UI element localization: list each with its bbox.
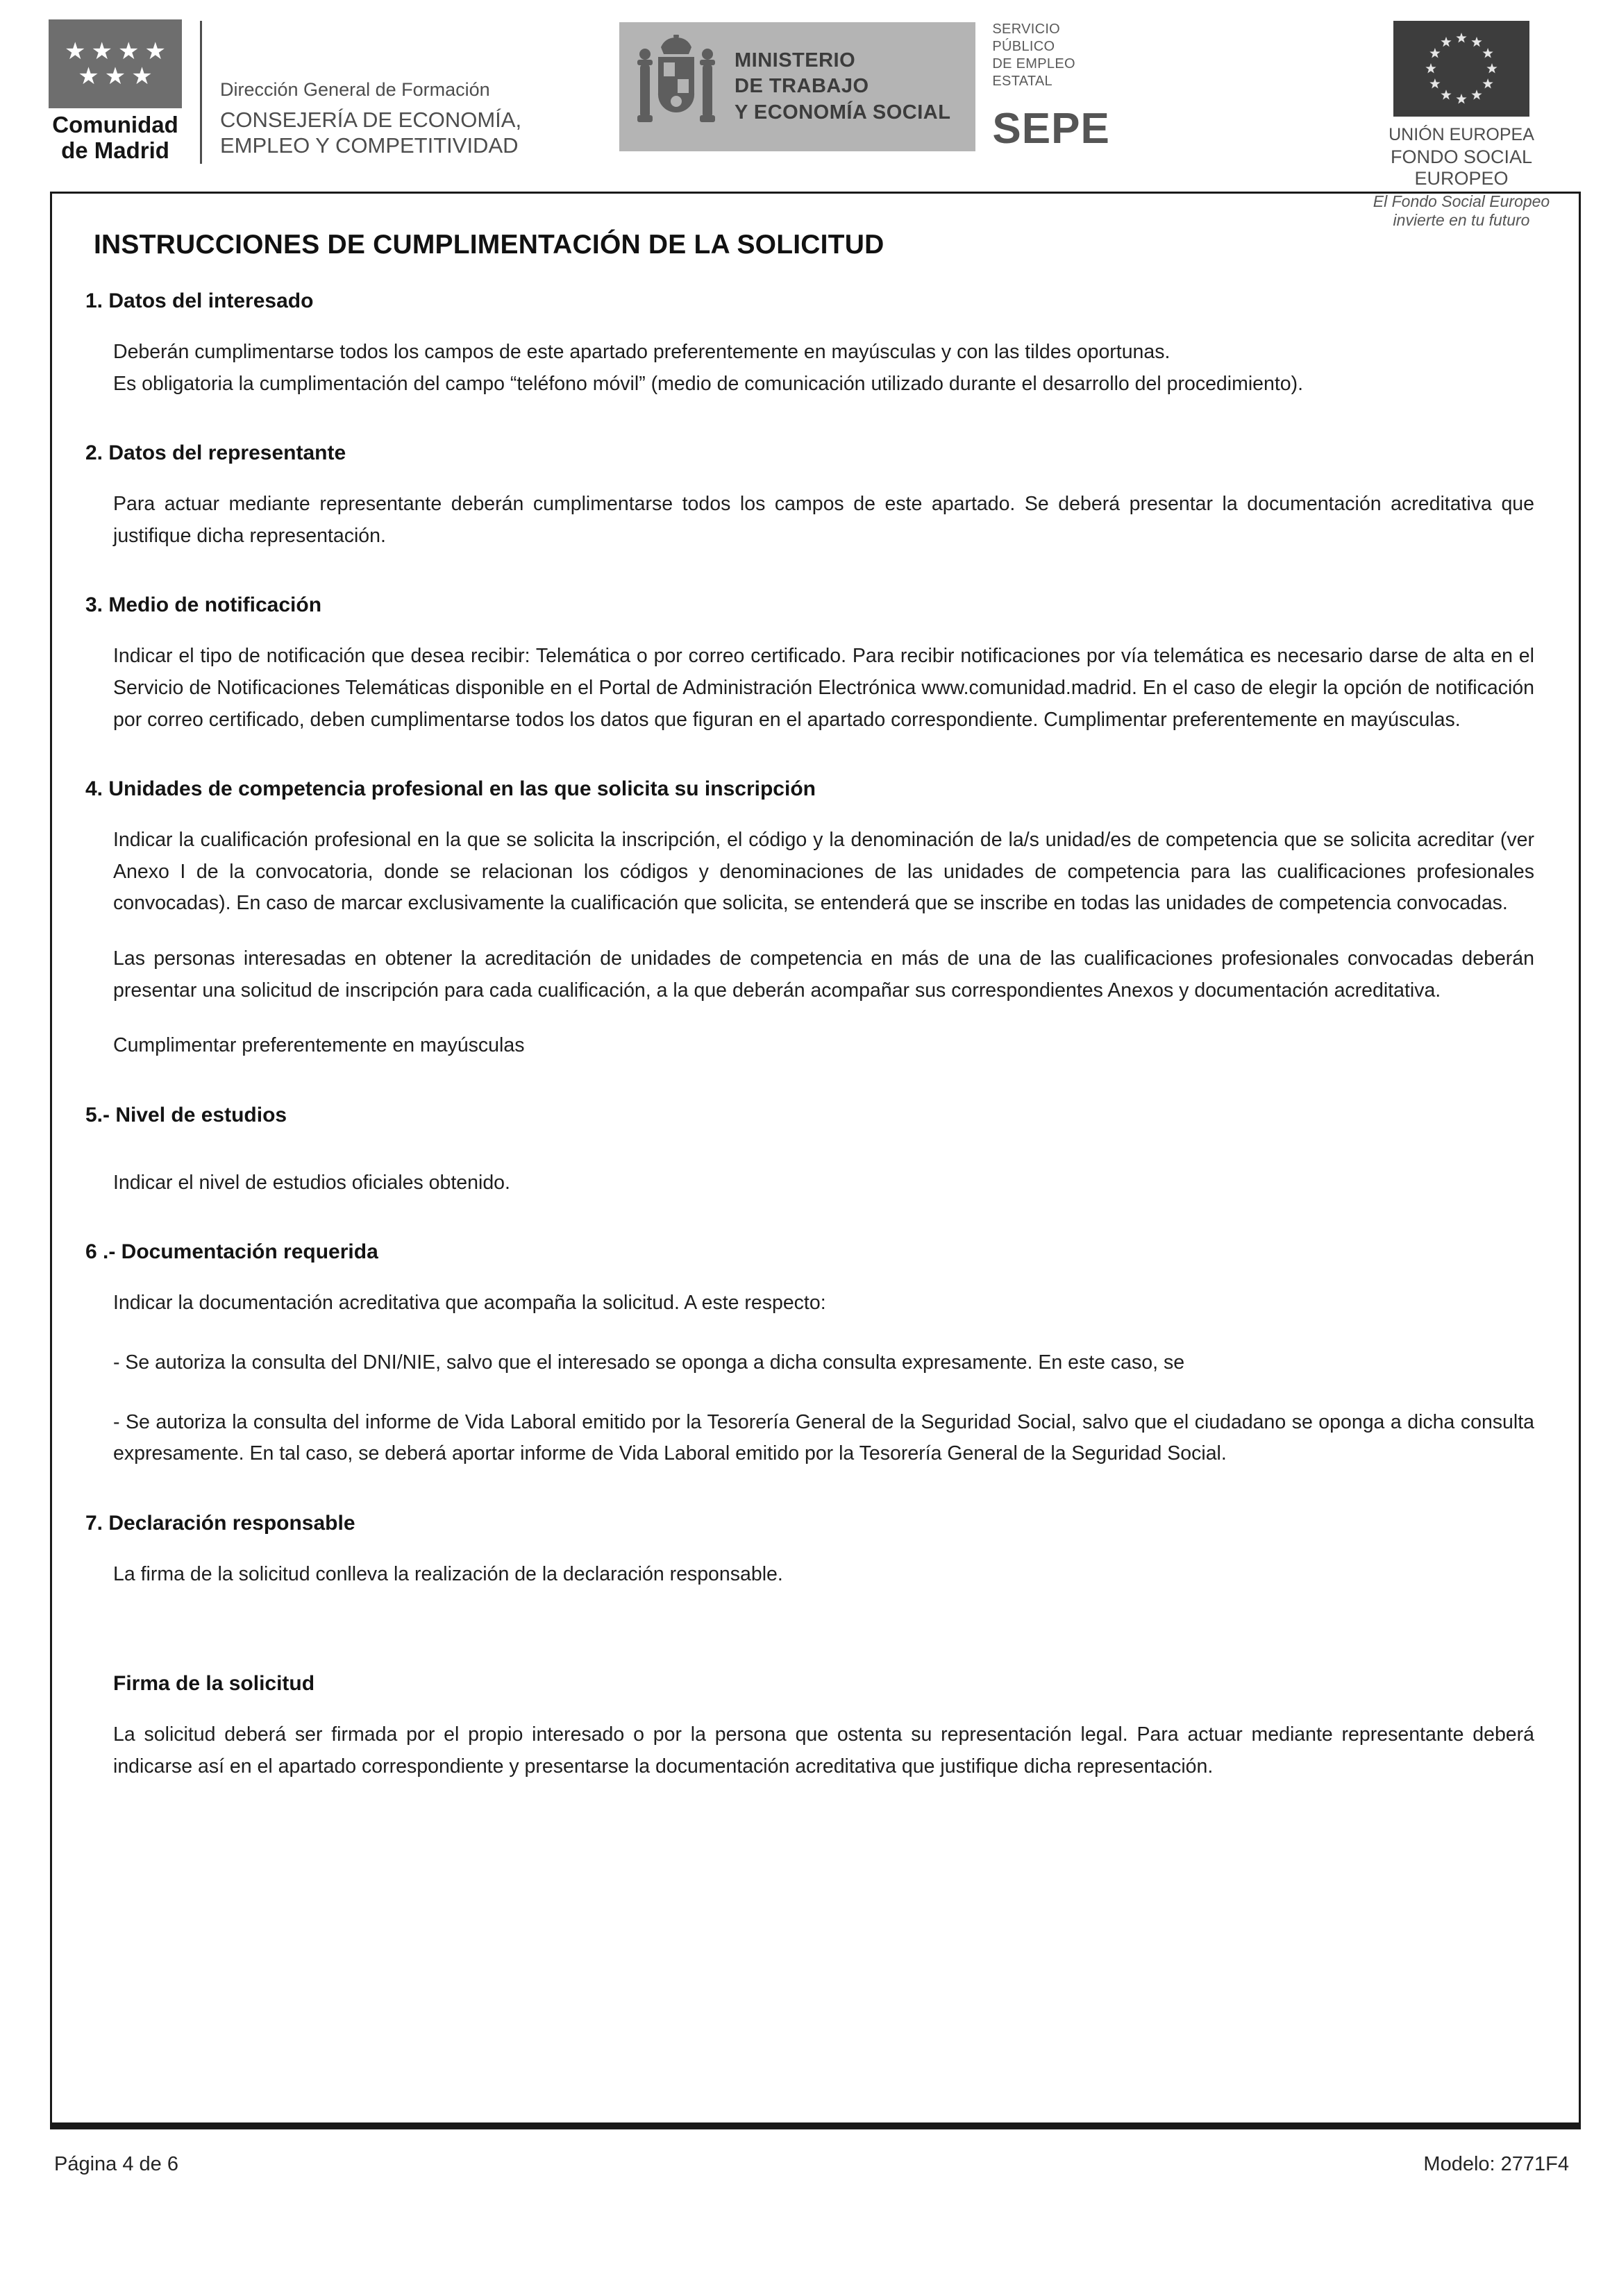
section-5-heading: 5.- Nivel de estudios (85, 1103, 287, 1126)
section-5-paragraph: Indicar el nivel de estudios oficiales obtenido. (113, 1171, 510, 1194)
sepe-panel (982, 22, 1134, 151)
madrid-stars-row2: ★★★ (78, 63, 158, 90)
comunidad-madrid-logo (46, 19, 521, 164)
page-indicator: Página 4 de 6 (54, 2153, 178, 2175)
sepe-wordmark: SEPE (992, 104, 1110, 153)
eu-flag-icon (1393, 21, 1529, 117)
consejeria-line2: EMPLEO Y COMPETITIVIDAD (220, 133, 519, 158)
madrid-stars-row1: ★★★★ (65, 38, 171, 65)
ministerio-line2: DE TRABAJO (735, 75, 869, 98)
madrid-flag-icon (49, 19, 182, 108)
section-7-heading: 7. Declaración responsable (85, 1511, 355, 1535)
section-6-paragraph: Indicar la documentación acreditativa que acompaña la solicitud. A este respecto: (113, 1292, 826, 1315)
section-6-heading: 6 .- Documentación requerida (85, 1240, 378, 1264)
consejeria-label (220, 108, 521, 158)
ministerio-sepe-logo (619, 22, 1134, 151)
sepe-subtitle-line2: DE EMPLEO ESTATAL (992, 56, 1075, 89)
page-title: INSTRUCCIONES DE CUMPLIMENTACIÓN DE LA SOLICITUD (94, 230, 884, 260)
firma-heading: Firma de la solicitud (113, 1672, 315, 1696)
section-2-heading: 2. Datos del representante (85, 441, 346, 465)
instructions-box (50, 192, 1581, 2129)
section-4-heading: 4. Unidades de competencia profesional en las que solicita su inscripción (85, 777, 816, 801)
section-4-paragraph: Indicar la cualificación profesional en la que se solicita la inscripción, el código y la denominación de la/s unidad/es de competencia que se solicita acreditar (ver Anexo I de la convocatoria, donde se relacionan los códigos y denominaciones de las unidades de competencia para las cualificaciones profesionales convocadas). En caso de marcar exclusivamente la cualificación que solicita, se entenderá que se inscribe en todas las unidades de competencia convocadas. (113, 829, 1534, 915)
madrid-divider (200, 21, 202, 164)
madrid-name-line1: Comunidad (52, 112, 178, 137)
madrid-name (46, 112, 185, 164)
ministerio-band (619, 22, 975, 151)
eu-label-line3: El Fondo Social Europeo invierte en tu futuro (1373, 192, 1550, 229)
section-6-bullet: - Se autoriza la consulta del DNI/NIE, salvo que el interesado se oponga a dicha consulta expresamente. En este caso, se (113, 1351, 1185, 1374)
firma-paragraph: La solicitud deberá ser firmada por el propio interesado o por la persona que ostenta su representación legal. Para actuar mediante representante deberá indicarse así en el apartado correspondiente y presentarse la documentación acreditativa que justifique dicha representación. (113, 1723, 1534, 1778)
eu-label-line2: FONDO SOCIAL EUROPEO (1390, 146, 1533, 189)
section-3-paragraph: Indicar el tipo de notificación que desea recibir: Telemática o por correo certificado. Para recibir notificaciones por vía telemática es necesario darse de alta en el Servicio de Notificaciones Telemáticas disponible en el Portal de Administración Electrónica www.comunidad.madrid. En el caso de elegir la opción de notificación por correo certificado, deben cumplimentarse todos los datos que figuran en el apartado correspondiente. Cumplimentar preferentemente en mayúsculas. (113, 645, 1534, 731)
section-1-paragraph: Deberán cumplimentarse todos los campos de este apartado preferentemente en mayúsculas y con las tildes oportunas. (113, 341, 1171, 363)
sepe-subtitle-line1: SERVICIO PÚBLICO (992, 21, 1061, 54)
madrid-flag-block (46, 19, 185, 164)
section-7-paragraph: La firma de la solicitud conlleva la realización de la declaración responsable. (113, 1562, 783, 1585)
model-number: Modelo: 2771F4 (1423, 2153, 1569, 2175)
section-4-paragraph: Cumplimentar preferentemente en mayúsculas (113, 1034, 525, 1057)
ministerio-title (735, 48, 950, 125)
eu-label-line1: UNIÓN EUROPEA (1389, 125, 1534, 144)
madrid-name-line2: de Madrid (61, 137, 169, 163)
consejeria-line1: CONSEJERÍA DE ECONOMÍA, (220, 108, 522, 132)
sepe-subtitle (992, 21, 1124, 90)
section-1-heading: 1. Datos del interesado (85, 289, 314, 312)
section-3-heading: 3. Medio de notificación (85, 593, 322, 617)
section-4-paragraph: Las personas interesadas en obtener la acreditación de unidades de competencia en más de una de las cualificaciones profesionales convocadas deberán presentar una solicitud de inscripción para cada cualificación, a la que deberán acompañar sus correspondientes Anexos y documentación acreditativa. (113, 947, 1534, 1002)
page-footer (54, 2153, 1569, 2176)
section-1-paragraph: Es obligatoria la cumplimentación del campo “teléfono móvil” (medio de comunicación utilizado durante el desarrollo del procedimiento). (113, 372, 1304, 395)
madrid-department (220, 19, 521, 164)
section-6-bullet: - Se autoriza la consulta del informe de Vida Laboral emitido por la Tesorería General de la Seguridad Social, salvo que el ciudadano se oponga a dicha consulta expresamente. En tal caso, se deberá aportar informe de Vida Laboral emitido por la Tesorería General de la Seguridad Social. (113, 1410, 1534, 1465)
spain-coat-of-arms-icon (637, 35, 715, 139)
ministerio-line3: Y ECONOMÍA SOCIAL (735, 101, 951, 124)
page-header (0, 14, 1619, 229)
section-2-paragraph: Para actuar mediante representante deberán cumplimentarse todos los campos de este apartado. Se deberá presentar la documentación acreditativa que justifique dicha representación. (113, 493, 1534, 547)
ministerio-line1: MINISTERIO (735, 49, 856, 72)
direccion-general-label: Dirección General de Formación (220, 79, 490, 100)
